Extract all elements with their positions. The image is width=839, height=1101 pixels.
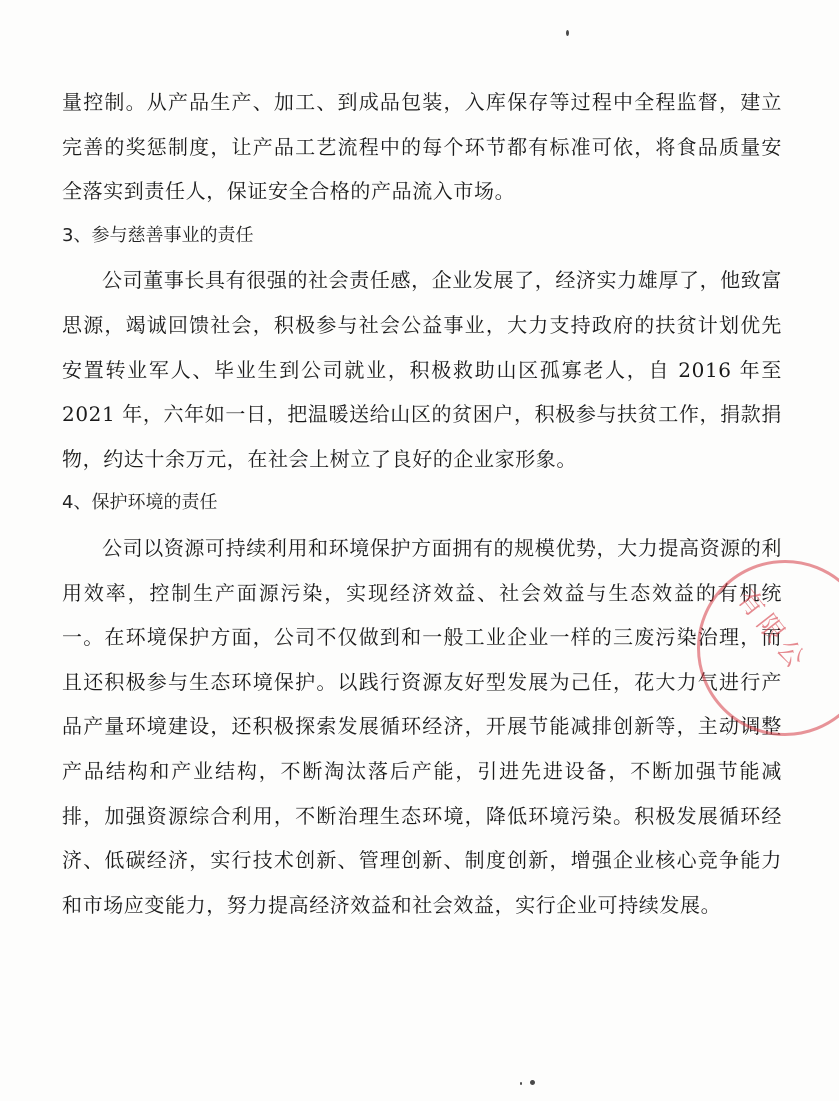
- paragraph-charity: 公司董事长具有很强的社会责任感，企业发展了，经济实力雄厚了，他致富思源，竭诚回馈社会，积极参与社会公益事业，大力支持政府的扶贫计划优先安置转业军人、毕业生到公司就业，积极救助山区孤寡老人，自 2016 年至 2021 年，六年如一日，把温暖送给山区的贫困户，积极参与扶贫工作，捐款捐物，约达十余万元，在社会上树立了良好的企业家形象。: [62, 268, 782, 471]
- heading-charity: 3、参与慈善事业的责任: [62, 224, 254, 246]
- paragraph-environment: 公司以资源可持续利用和环境保护方面拥有的规模优势，大力提高资源的利用效率，控制生产面源污染，实现经济效益、社会效益与生态效益的有机统一。在环境保护方面，公司不仅做到和一般工业企业一样的三废污染治理，而且还积极参与生态环境保护。以践行资源友好型发展为己任，花大力气进行产品产量环境建设，还积极探索发展循环经济，开展节能减排创新等，主动调整产品结构和产业结构，不断淘汰落后产能，引进先进设备，不断加强节能减排，加强资源综合利用，不断治理生态环境，降低环境污染。积极发展循环经济、低碳经济，实行技术创新、管理创新、制度创新，增强企业核心竞争能力和市场应变能力，努力提高经济效益和社会效益，实行企业可持续发展。: [62, 535, 782, 917]
- paragraph-quality-control: 量控制。从产品生产、加工、到成品包装，入库保存等过程中全程监督，建立完善的奖惩制度，让产品工艺流程中的每个环节都有标准可依，将食品质量安全落实到责任人，保证安全合格的产品流入市场。: [62, 90, 782, 204]
- scan-speck: [530, 1080, 535, 1085]
- heading-environment: 4、保护环境的责任: [62, 492, 218, 514]
- scan-speck: [566, 30, 569, 36]
- scan-speck: [520, 1082, 522, 1085]
- document-body: [62, 80, 782, 927]
- seal-text: 有限公: [730, 583, 814, 679]
